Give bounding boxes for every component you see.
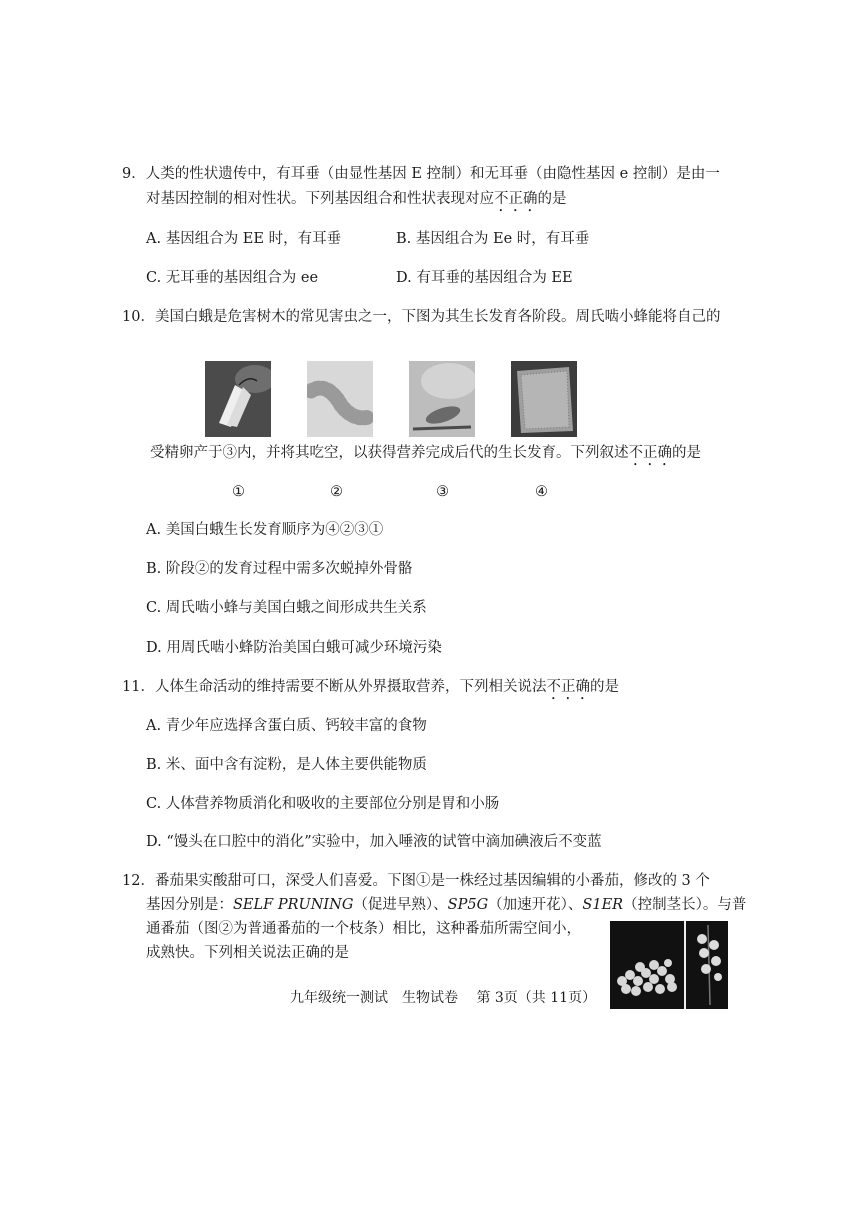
- larva-photo: [307, 361, 373, 437]
- q9-stem-line1: 9．人类的性状遗传中，有耳垂（由显性基因 E 控制）和无耳垂（由隐性基因 e 控制）是由一: [122, 166, 720, 182]
- tomato-plants-photo: [610, 921, 728, 1009]
- emphasis-not-correct: 不正确: [546, 679, 590, 695]
- q9-option-a: A. 基因组合为 EE 时，有耳垂: [146, 231, 342, 247]
- figure-label-1: ①: [232, 484, 245, 500]
- page-footer: 九年级统一测试 生物试卷 第 3页（共 11页）: [290, 990, 597, 1006]
- q9-option-c: C. 无耳垂的基因组合为 ee: [146, 270, 319, 286]
- q9-option-d: D. 有耳垂的基因组合为 EE: [396, 270, 573, 286]
- q10-stem-line2: 受精卵产于③内，并将其吃空，以获得营养完成后代的生长发育。下列叙述不正确的是: [150, 445, 701, 461]
- q9-stem-line2: 对基因控制的相对性状。下列基因组合和性状表现对应不正确的是: [146, 191, 567, 207]
- figure-label-2: ②: [330, 484, 343, 500]
- q12-stem-line2: 基因分别是：SELF PRUNING（促进早熟）、SP5G（加速开花）、S1ER（控制茎长）。与普: [146, 897, 747, 913]
- eggs-on-leaf-photo: [511, 361, 577, 437]
- q11-stem: 11．人体生命活动的维持需要不断从外界摄取营养，下列相关说法不正确的是: [122, 679, 619, 695]
- q10-option-c: C. 周氏啮小蜂与美国白蛾之间形成共生关系: [146, 600, 427, 616]
- emphasis-not-correct: 不正确: [628, 445, 672, 461]
- q12-stem-line1: 12．番茄果实酸甜可口，深受人们喜爱。下图①是一株经过基因编辑的小番茄，修改的 3 个: [122, 873, 710, 889]
- q12-stem-line3: 通番茄（图②为普通番茄的一个枝条）相比，这种番茄所需空间小，: [146, 921, 581, 937]
- adult-moth-photo: [205, 361, 271, 437]
- q10-option-b: B. 阶段②的发育过程中需多次蜕掉外骨骼: [146, 561, 413, 577]
- q12-stem-line4: 成熟快。下列相关说法正确的是: [146, 945, 349, 961]
- gene-name: SELF PRUNING: [233, 897, 354, 913]
- pupa-photo: [409, 361, 475, 437]
- figure-label-4: ④: [535, 484, 548, 500]
- gene-name: S1ER: [582, 897, 624, 913]
- q10-stem-line1: 10．美国白蛾是危害树木的常见害虫之一，下图为其生长发育各阶段。周氏啮小蜂能将自己的: [122, 309, 721, 325]
- gene-name: SP5G: [447, 897, 489, 913]
- q11-option-a: A. 青少年应选择含蛋白质、钙较丰富的食物: [146, 718, 427, 734]
- emphasis-not-correct: 不正确: [494, 191, 538, 207]
- q10-option-a: A. 美国白蛾生长发育顺序为④②③①: [146, 522, 384, 538]
- q11-option-d: D. “馒头在口腔中的消化”实验中，加入唾液的试管中滴加碘液后不变蓝: [146, 834, 602, 850]
- q10-option-d: D. 用周氏啮小蜂防治美国白蛾可减少环境污染: [146, 640, 442, 656]
- q9-option-b: B. 基因组合为 Ee 时，有耳垂: [396, 231, 590, 247]
- q11-option-c: C. 人体营养物质消化和吸收的主要部位分别是胃和小肠: [146, 796, 500, 812]
- q11-option-b: B. 米、面中含有淀粉，是人体主要供能物质: [146, 757, 427, 773]
- figure-label-3: ③: [436, 484, 449, 500]
